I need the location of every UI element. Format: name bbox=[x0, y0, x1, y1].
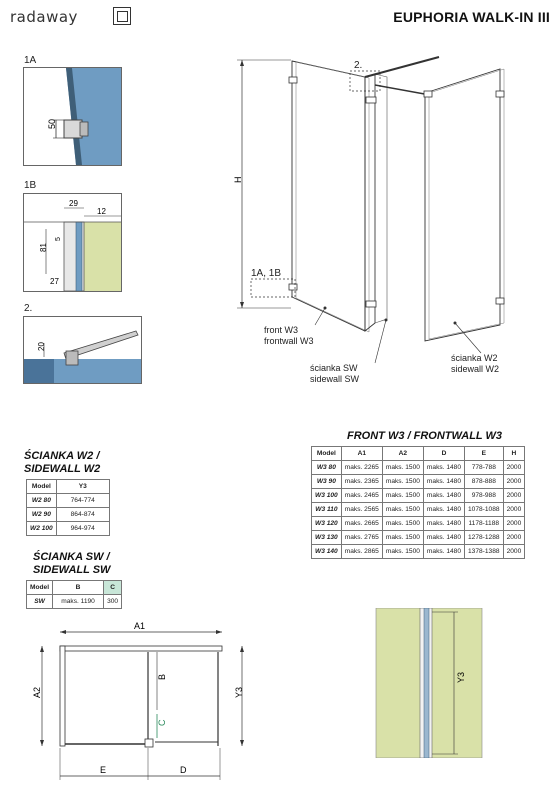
dim-y3: Y3 bbox=[456, 671, 466, 683]
back-wall bbox=[60, 646, 222, 651]
cell-e: 1178-1188 bbox=[465, 517, 504, 531]
dim-c: C bbox=[157, 719, 167, 726]
cell-e: 1078-1088 bbox=[465, 503, 504, 517]
cell-model: W3 110 bbox=[312, 503, 342, 517]
cell-b: maks. 1190 bbox=[53, 595, 104, 609]
table-row bbox=[312, 503, 525, 517]
table-sw-title-line2: SIDEWALL SW bbox=[33, 564, 111, 576]
cell-a1: maks. 2865 bbox=[341, 545, 382, 559]
brand-logo-icon bbox=[113, 7, 131, 25]
front-w3-line2: frontwall W3 bbox=[264, 336, 314, 346]
table-row bbox=[312, 475, 525, 489]
table-row bbox=[312, 531, 525, 545]
sidewall-w2-line2: sidewall W2 bbox=[451, 364, 500, 374]
detail-2-drawing bbox=[23, 316, 142, 384]
dim-e: E bbox=[100, 765, 107, 775]
cell-model: W3 90 bbox=[312, 475, 342, 489]
table-row bbox=[27, 508, 110, 522]
side-wall-w2 bbox=[425, 69, 500, 341]
table-header-row bbox=[27, 480, 110, 494]
table-row bbox=[312, 545, 525, 559]
detail-1b-label: 1B bbox=[24, 180, 37, 191]
glass-edge bbox=[424, 608, 429, 758]
dim-b: B bbox=[157, 673, 167, 680]
cell-h: 2000 bbox=[503, 475, 525, 489]
dim-d: D bbox=[180, 765, 187, 775]
stabilizer-bar bbox=[365, 57, 439, 77]
cell-d: maks. 1480 bbox=[423, 503, 464, 517]
glass-edge bbox=[76, 222, 82, 291]
col-d: D bbox=[423, 447, 464, 461]
detail-2-label: 2. bbox=[24, 303, 33, 314]
col-model: Model bbox=[27, 581, 53, 595]
cell-d: maks. 1480 bbox=[423, 545, 464, 559]
table-row bbox=[27, 595, 122, 609]
cell-a2: maks. 1500 bbox=[382, 489, 423, 503]
table-row bbox=[312, 461, 525, 475]
dim-a2: A2 bbox=[32, 686, 42, 698]
cell-a2: maks. 1500 bbox=[382, 517, 423, 531]
cell-a2: maks. 1500 bbox=[382, 475, 423, 489]
table-front-title: FRONT W3 / FRONTWALL W3 bbox=[347, 430, 503, 442]
cell-model: W3 120 bbox=[312, 517, 342, 531]
sidewall-w2-line1: ścianka W2 bbox=[451, 353, 498, 363]
cell-d: maks. 1480 bbox=[423, 475, 464, 489]
cell-h: 2000 bbox=[503, 531, 525, 545]
col-model: Model bbox=[312, 447, 342, 461]
brand-logo-text: radaway bbox=[10, 8, 78, 26]
table-row bbox=[27, 494, 110, 508]
col-e: E bbox=[465, 447, 504, 461]
cell-a1: maks. 2565 bbox=[341, 503, 382, 517]
front-panel bbox=[292, 61, 365, 331]
dim-20: 20 bbox=[37, 342, 46, 351]
cell-y3: 764-774 bbox=[56, 494, 109, 508]
col-model: Model bbox=[27, 480, 57, 494]
cell-a2: maks. 1500 bbox=[382, 545, 423, 559]
table-row bbox=[312, 517, 525, 531]
sidewall-w2-label bbox=[451, 353, 499, 375]
col-c: C bbox=[104, 581, 122, 595]
table-header-row bbox=[27, 581, 122, 595]
col-h: H bbox=[503, 447, 525, 461]
cell-model: W3 80 bbox=[312, 461, 342, 475]
col-b: B bbox=[53, 581, 104, 595]
cell-model: W3 100 bbox=[312, 489, 342, 503]
table-row bbox=[27, 522, 110, 536]
cell-a1: maks. 2665 bbox=[341, 517, 382, 531]
callout-box-1a1b bbox=[251, 279, 295, 297]
col-a2: A2 bbox=[382, 447, 423, 461]
sidewall-sw-line2: sidewall SW bbox=[310, 374, 360, 384]
table-front bbox=[311, 446, 525, 559]
cell-y3: 864-874 bbox=[56, 508, 109, 522]
table-w2-title-line2: SIDEWALL W2 bbox=[24, 463, 101, 475]
product-title: EUPHORIA WALK-IN III bbox=[393, 9, 550, 25]
left-wall bbox=[60, 646, 65, 746]
dim-50: 50 bbox=[47, 118, 57, 129]
cell-h: 2000 bbox=[503, 461, 525, 475]
wall-profile bbox=[64, 120, 82, 138]
cell-a2: maks. 1500 bbox=[382, 461, 423, 475]
cell-model: W3 140 bbox=[312, 545, 342, 559]
table-w2-title-line1: ŚCIANKA W2 / bbox=[24, 450, 100, 462]
sidewall-sw-line1: ścianka SW bbox=[310, 363, 358, 373]
table-sw-title-line1: ŚCIANKA SW / bbox=[33, 551, 110, 563]
col-a1: A1 bbox=[341, 447, 382, 461]
cell-e: 1378-1388 bbox=[465, 545, 504, 559]
cell-h: 2000 bbox=[503, 545, 525, 559]
cell-h: 2000 bbox=[503, 517, 525, 531]
cell-a1: maks. 2365 bbox=[341, 475, 382, 489]
cell-e: 778-788 bbox=[465, 461, 504, 475]
dim-12: 12 bbox=[97, 207, 106, 216]
dim-27: 27 bbox=[50, 277, 59, 286]
dim-5: 5 bbox=[55, 237, 62, 241]
front-w3-line1: front W3 bbox=[264, 325, 299, 335]
dim-81: 81 bbox=[39, 243, 48, 252]
cell-model: W2 90 bbox=[27, 508, 57, 522]
cell-y3: 964-974 bbox=[56, 522, 109, 536]
cell-h: 2000 bbox=[503, 503, 525, 517]
table-sw bbox=[26, 580, 122, 609]
cell-a2: maks. 1500 bbox=[382, 503, 423, 517]
dim-29: 29 bbox=[69, 199, 78, 208]
detail-1a-drawing bbox=[23, 67, 122, 166]
cell-d: maks. 1480 bbox=[423, 489, 464, 503]
cell-d: maks. 1480 bbox=[423, 461, 464, 475]
elevation-y3 bbox=[372, 608, 487, 758]
dim-h: H bbox=[233, 176, 243, 183]
cell-model: W3 130 bbox=[312, 531, 342, 545]
detail-1b-drawing bbox=[23, 193, 122, 292]
cell-a1: maks. 2765 bbox=[341, 531, 382, 545]
callout-1a1b-label: 1A, 1B bbox=[251, 268, 282, 279]
cell-model: W2 100 bbox=[27, 522, 57, 536]
cell-model: SW bbox=[27, 595, 53, 609]
cell-a1: maks. 2265 bbox=[341, 461, 382, 475]
cell-d: maks. 1480 bbox=[423, 517, 464, 531]
cell-e: 1278-1288 bbox=[465, 531, 504, 545]
cell-c: 300 bbox=[104, 595, 122, 609]
detail-1a-label: 1A bbox=[24, 55, 37, 66]
table-header-row bbox=[312, 447, 525, 461]
wall-area bbox=[82, 222, 121, 291]
plan-view bbox=[20, 618, 260, 788]
cell-d: maks. 1480 bbox=[423, 531, 464, 545]
table-w2-title bbox=[24, 450, 100, 476]
cell-a1: maks. 2465 bbox=[341, 489, 382, 503]
cell-a2: maks. 1500 bbox=[382, 531, 423, 545]
cell-h: 2000 bbox=[503, 489, 525, 503]
dim-y3: Y3 bbox=[234, 686, 244, 698]
cell-model: W2 80 bbox=[27, 494, 57, 508]
callout-2-label: 2. bbox=[354, 60, 363, 71]
dim-a1: A1 bbox=[134, 621, 146, 631]
col-y3: Y3 bbox=[56, 480, 109, 494]
table-sw-title bbox=[33, 551, 110, 577]
cell-e: 978-988 bbox=[465, 489, 504, 503]
table-w2 bbox=[26, 479, 110, 536]
table-row bbox=[312, 489, 525, 503]
front-w3-label bbox=[264, 325, 314, 347]
sidewall-sw-label bbox=[310, 363, 359, 385]
side-wall-sw bbox=[365, 74, 375, 331]
cell-e: 878-888 bbox=[465, 475, 504, 489]
